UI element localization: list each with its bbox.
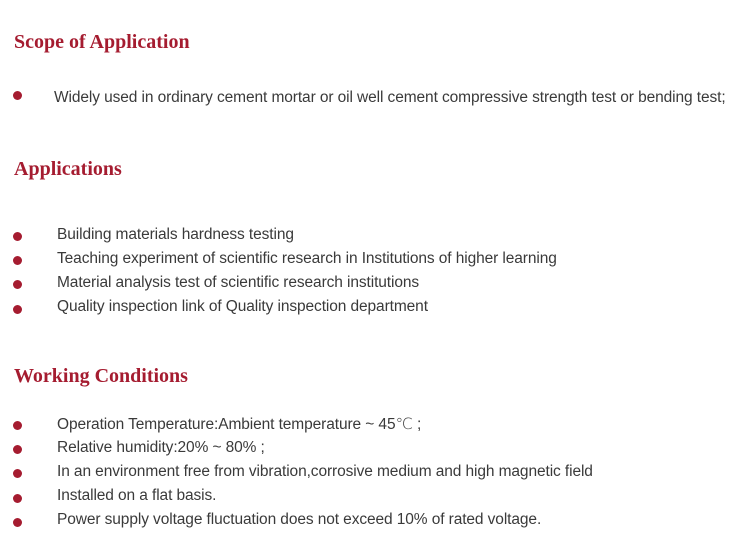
working-conditions-item: Operation Temperature:Ambient temperature ~ 45℃ ;: [57, 416, 422, 433]
working-conditions-item: Power supply voltage fluctuation does not exceed 10% of rated voltage.: [57, 511, 542, 528]
section-title-applications: Applications: [14, 158, 122, 180]
section-title-scope: Scope of Application: [14, 31, 190, 53]
bullet-dot-icon: [13, 256, 22, 265]
bullet-dot-icon: [13, 518, 22, 527]
applications-item: Building materials hardness testing: [57, 226, 294, 243]
working-conditions-item: Installed on a flat basis.: [57, 487, 217, 504]
bullet-dot-icon: [13, 232, 22, 241]
bullet-dot-icon: [13, 305, 22, 314]
bullet-dot-icon: [13, 469, 22, 478]
applications-item: Quality inspection link of Quality inspection department: [57, 298, 428, 315]
working-conditions-item: Relative humidity:20% ~ 80% ;: [57, 439, 265, 456]
working-conditions-item: In an environment free from vibration,corrosive medium and high magnetic field: [57, 463, 593, 480]
bullet-dot-icon: [13, 91, 22, 100]
applications-item: Teaching experiment of scientific research in Institutions of higher learning: [57, 250, 557, 267]
applications-item: Material analysis test of scientific research institutions: [57, 274, 420, 291]
bullet-dot-icon: [13, 421, 22, 430]
bullet-dot-icon: [13, 280, 22, 289]
bullet-dot-icon: [13, 445, 22, 454]
section-title-working-conditions: Working Conditions: [14, 365, 188, 387]
scope-item: Widely used in ordinary cement mortar or oil well cement compressive strength test or bending test;: [54, 89, 726, 106]
bullet-dot-icon: [13, 494, 22, 503]
